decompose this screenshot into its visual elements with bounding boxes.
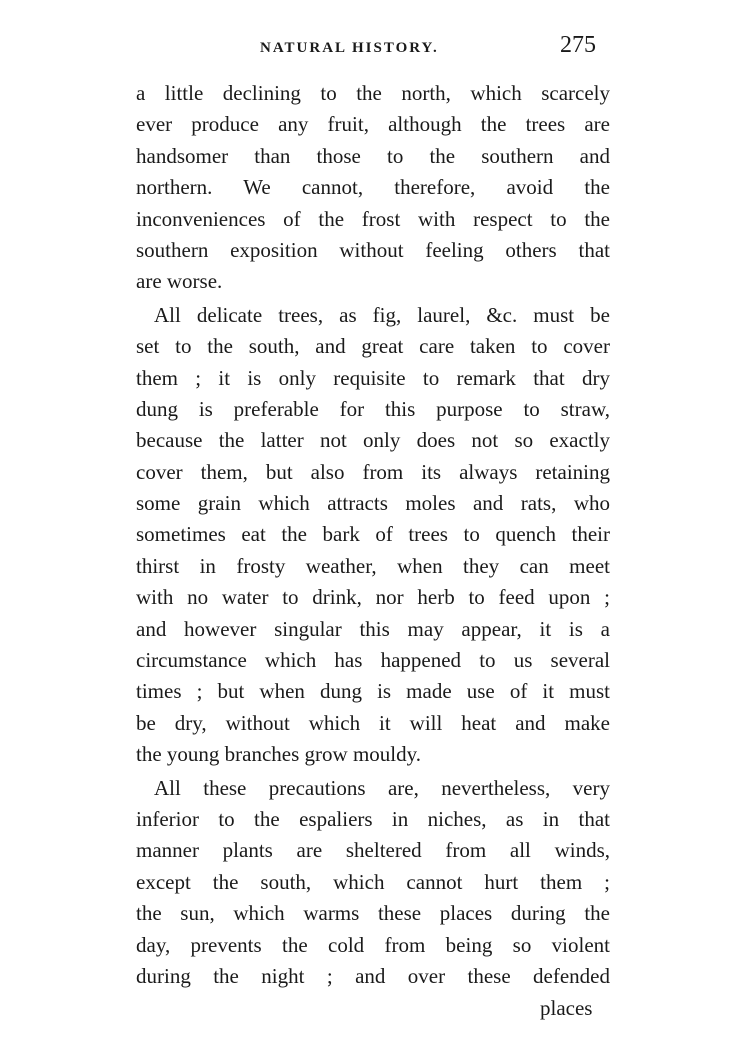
- text-line: day, prevents the cold from being so violent: [136, 932, 610, 957]
- running-head: NATURAL HISTORY.: [260, 40, 439, 56]
- text-line: inferior to the espaliers in niches, as in that: [136, 806, 610, 831]
- text-line: handsomer than those to the southern and: [136, 143, 610, 168]
- body-text: [136, 78, 610, 992]
- text-line: ever produce any fruit, although the trees are: [136, 112, 610, 137]
- text-line: cover them, but also from its always retaining: [136, 459, 610, 484]
- text-line: be dry, without which it will heat and make: [136, 710, 610, 735]
- text-line: times ; but when dung is made use of it must: [136, 679, 610, 704]
- text-line: northern. We cannot, therefore, avoid the: [136, 175, 610, 200]
- text-line: are worse.: [136, 269, 223, 294]
- catchword: places: [540, 996, 593, 1020]
- text-line: inconveniences of the frost with respect to the: [136, 206, 610, 231]
- text-line: during the night ; and over these defended: [136, 963, 610, 988]
- text-line: a little declining to the north, which scarcely: [136, 81, 610, 105]
- text-line: circumstance which has happened to us several: [136, 648, 610, 673]
- text-line: dung is preferable for this purpose to straw,: [136, 396, 610, 421]
- text-line: set to the south, and great care taken to cover: [136, 334, 610, 359]
- text-line: manner plants are sheltered from all winds,: [136, 838, 610, 863]
- text-line: some grain which attracts moles and rats, who: [136, 491, 610, 516]
- text-line: and however singular this may appear, it is a: [136, 616, 610, 641]
- paragraph: [136, 78, 610, 298]
- page-header: [0, 30, 750, 70]
- text-line: the sun, which warms these places during the: [136, 901, 610, 926]
- text-line: All delicate trees, as fig, laurel, &c. must be: [154, 302, 610, 327]
- text-line: with no water to drink, nor herb to feed upon ;: [136, 585, 610, 610]
- text-line: the young branches grow mouldy.: [136, 742, 421, 767]
- text-line: them ; it is only requisite to remark that dry: [136, 365, 610, 390]
- text-line: southern exposition without feeling others that: [136, 237, 610, 262]
- text-line: thirst in frosty weather, when they can meet: [136, 553, 610, 578]
- paragraph: [136, 773, 610, 993]
- text-line: because the latter not only does not so exactly: [136, 428, 610, 453]
- page-number: 275: [560, 32, 596, 58]
- text-line: sometimes eat the bark of trees to quench their: [136, 522, 610, 547]
- text-line: except the south, which cannot hurt them ;: [136, 869, 610, 894]
- text-line: All these precautions are, nevertheless, very: [154, 775, 610, 800]
- paragraph: [136, 300, 610, 771]
